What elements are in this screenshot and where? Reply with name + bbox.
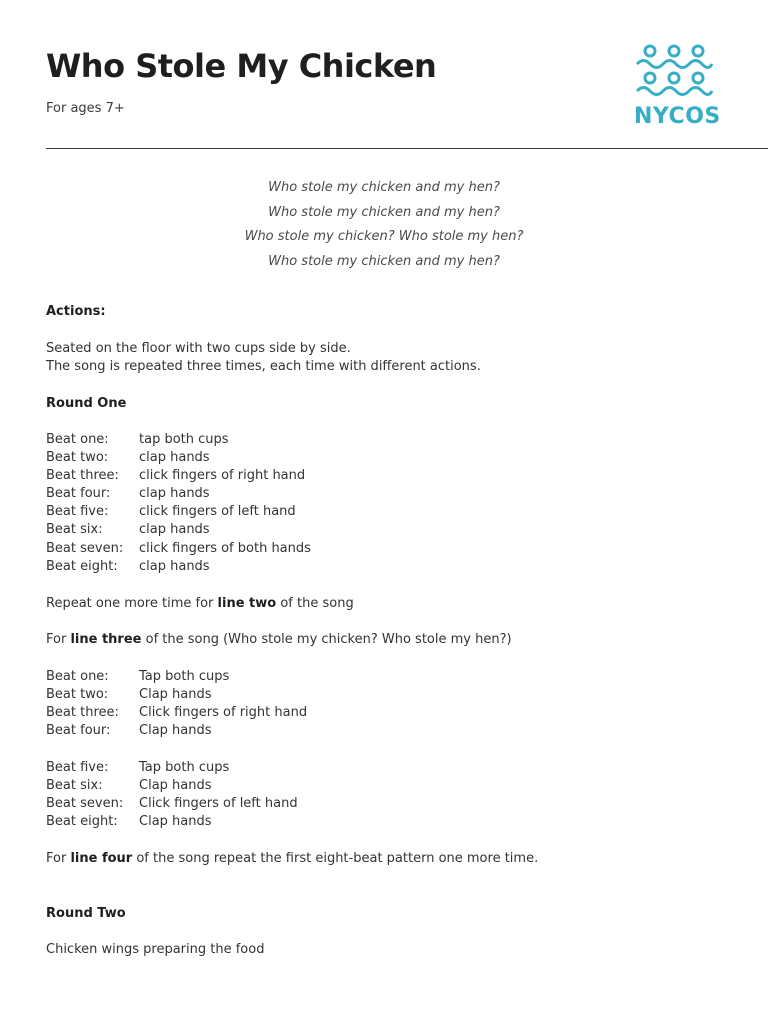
beat-label: Beat seven: — [46, 541, 124, 556]
beat-label: Beat eight: — [46, 559, 118, 574]
beat-row — [46, 503, 296, 521]
beat-action: click fingers of both hands — [139, 541, 311, 556]
actions-intro: The song is repeated three times, each time with different actions. — [46, 359, 481, 374]
beat-row — [46, 722, 212, 740]
text-span: of the song repeat the first eight-beat pattern one more time. — [132, 851, 539, 866]
beat-action: Click fingers of left hand — [139, 796, 298, 811]
beat-row — [46, 813, 212, 831]
beat-label: Beat three: — [46, 468, 119, 483]
beat-row — [46, 686, 212, 704]
beat-action: Tap both cups — [139, 669, 230, 684]
round-two-heading: Round Two — [46, 906, 126, 921]
lyric-line: Who stole my chicken and my hen? — [268, 253, 500, 269]
beat-row — [46, 795, 298, 813]
beat-label: Beat six: — [46, 522, 103, 537]
beat-label: Beat two: — [46, 450, 109, 465]
beat-action: Clap hands — [139, 814, 212, 829]
beat-label: Beat four: — [46, 486, 111, 501]
beat-action: clap hands — [139, 522, 210, 537]
beat-row — [46, 668, 229, 686]
emphasis-span: line three — [70, 632, 142, 647]
beat-action: Click fingers of right hand — [139, 705, 308, 720]
text-span: Repeat one more time for — [46, 596, 218, 611]
round-one-heading: Round One — [46, 396, 127, 411]
beat-row — [46, 521, 210, 539]
page-title: Who Stole My Chicken — [46, 47, 437, 85]
beat-action: Tap both cups — [139, 760, 230, 775]
beat-row — [46, 485, 210, 503]
lyric-line: Who stole my chicken and my hen? — [268, 180, 500, 195]
beat-action: Clap hands — [139, 723, 212, 738]
song-lyrics — [0, 176, 768, 274]
actions-heading: Actions: — [46, 304, 106, 319]
beat-action: Clap hands — [139, 778, 212, 793]
beat-label: Beat seven: — [46, 796, 124, 811]
beat-action: tap both cups — [139, 432, 229, 447]
beat-row — [46, 431, 229, 449]
actions-intro: Seated on the floor with two cups side by side. — [46, 341, 351, 356]
beat-label: Beat five: — [46, 504, 109, 519]
beat-row — [46, 759, 229, 777]
round-two-text: Chicken wings preparing the food — [46, 942, 265, 957]
lyric-line: Who stole my chicken? Who stole my hen? — [244, 229, 524, 244]
beat-row — [46, 558, 210, 576]
line-four-instruction — [46, 850, 538, 868]
text-span: For — [46, 632, 71, 647]
beat-label: Beat six: — [46, 778, 103, 793]
beat-row — [46, 777, 212, 795]
beat-row — [46, 449, 210, 467]
repeat-instruction — [46, 595, 354, 613]
emphasis-span: line four — [70, 851, 133, 866]
beat-row — [46, 467, 305, 485]
beat-label: Beat one: — [46, 669, 109, 684]
text-span: of the song (Who stole my chicken? Who stole my hen?) — [141, 632, 512, 647]
beat-label: Beat two: — [46, 687, 109, 702]
beat-action: clap hands — [139, 559, 210, 574]
beat-action: Clap hands — [139, 687, 212, 702]
beat-label: Beat eight: — [46, 814, 118, 829]
age-subtitle: For ages 7+ — [46, 101, 125, 116]
beat-label: Beat one: — [46, 432, 109, 447]
lyric-line: Who stole my chicken and my hen? — [268, 204, 500, 220]
header-divider — [46, 148, 768, 149]
beat-label: Beat five: — [46, 760, 109, 775]
nycos-logo — [634, 42, 721, 132]
logo-wordmark: NYCOS — [634, 104, 721, 129]
beat-action: clap hands — [139, 486, 210, 501]
beat-action: clap hands — [139, 450, 210, 465]
beat-row — [46, 540, 311, 558]
emphasis-span: line two — [217, 596, 277, 611]
line-three-instruction — [46, 631, 512, 649]
beat-action: click fingers of left hand — [139, 504, 296, 519]
nycos-logo-icon — [634, 42, 714, 104]
text-span: For — [46, 851, 71, 866]
beat-label: Beat three: — [46, 705, 119, 720]
beat-label: Beat four: — [46, 723, 111, 738]
text-span: of the song — [276, 596, 354, 611]
beat-action: click fingers of right hand — [139, 468, 306, 483]
beat-row — [46, 704, 307, 722]
